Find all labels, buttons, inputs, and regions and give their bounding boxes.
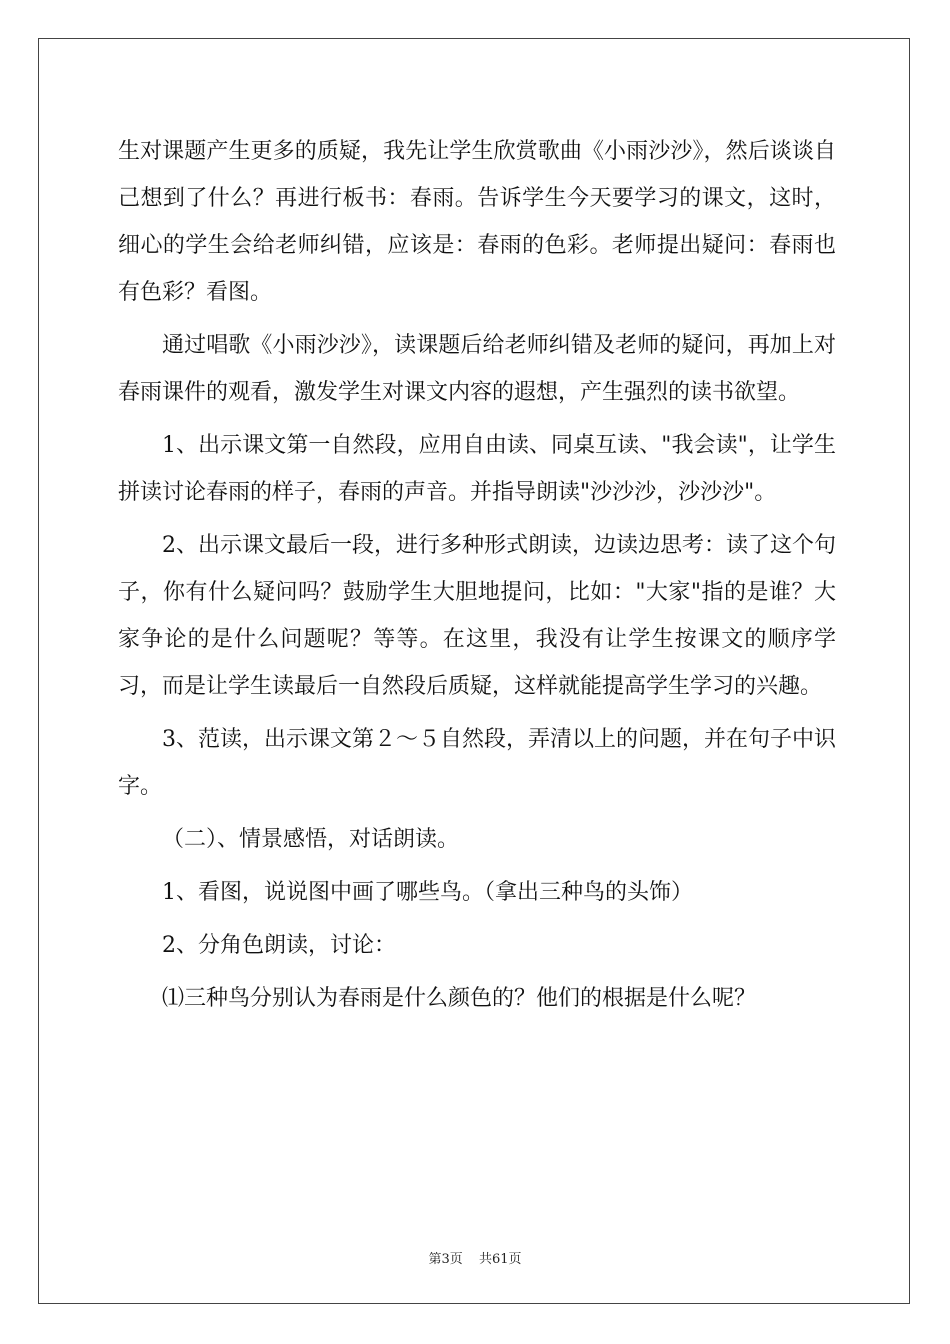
paragraph: 1、看图，说说图中画了哪些鸟。（拿出三种鸟的头饰）	[162, 880, 693, 905]
page-footer	[0, 1248, 950, 1267]
paragraph: 3、范读，出示课文第２～５自然段，弄清以上的问题，并在句子中识字。	[118, 727, 836, 799]
document-body	[118, 128, 836, 1022]
paragraph: 2、出示课文最后一段，进行多种形式朗读，边读边思考：读了这个句子，你有什么疑问吗？鼓励学生大胆地提问，比如："大家"指的是谁？大家争论的是什么问题呢？等等。在这里，我没有让学生按课文的顺序学习，而是让学生读最后一自然段后质疑，这样就能提高学生学习的兴趣。	[118, 533, 836, 699]
page-number: 第3页	[428, 1252, 463, 1267]
section-heading: （二）、情景感悟，对话朗读。	[162, 827, 460, 852]
paragraph: ⑴三种鸟分别认为春雨是什么颜色的？他们的根据是什么呢？	[162, 986, 757, 1011]
paragraph: 2、分角色朗读，讨论：	[162, 933, 396, 958]
paragraph: 生对课题产生更多的质疑，我先让学生欣赏歌曲《小雨沙沙》，然后谈谈自己想到了什么？再进行板书：春雨。告诉学生今天要学习的课文，这时，细心的学生会给老师纠错，应该是：春雨的色彩。老师提出疑问：春雨也有色彩？看图。	[118, 139, 836, 305]
paragraph: 通过唱歌《小雨沙沙》，读课题后给老师纠错及老师的疑问，再加上对春雨课件的观看，激发学生对课文内容的遐想，产生强烈的读书欲望。	[118, 333, 836, 405]
page-total: 共61页	[478, 1252, 522, 1267]
paragraph: 1、出示课文第一自然段，应用自由读、同桌互读、"我会读"，让学生拼读讨论春雨的样子，春雨的声音。并指导朗读"沙沙沙，沙沙沙"。	[118, 433, 836, 505]
